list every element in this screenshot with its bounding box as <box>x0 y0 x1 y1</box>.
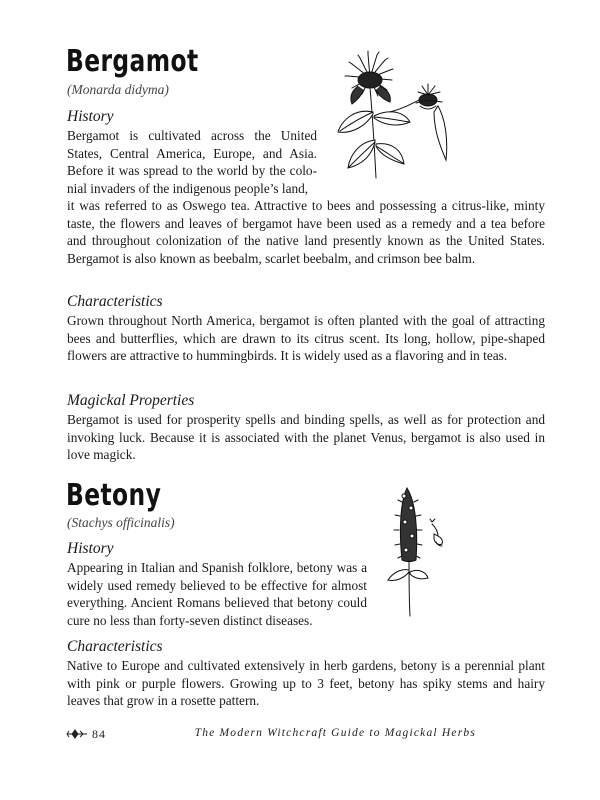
betony-single-flower <box>430 519 442 546</box>
betony-characteristics-heading: Characteristics <box>67 638 163 655</box>
betony-history-heading: History <box>67 540 114 557</box>
page-number: 84 <box>92 727 106 741</box>
bergamot-characteristics-heading: Characteristics <box>67 293 163 310</box>
fleuron-ornament-icon <box>66 729 88 739</box>
betony-latin-name: (Stachys officinalis) <box>67 515 175 530</box>
bergamot-title: Bergamot <box>66 44 199 79</box>
betony-history-text: Appearing in Italian and Spanish folklore, betony was a widely used remedy believed to be effective for almost everything. Ancient Romans believed that betony could cure no less than forty-seven distinct diseases. <box>67 560 367 628</box>
bergamot-illustration <box>330 50 465 180</box>
bergamot-magickal-text: Bergamot is used for prosperity spells and binding spells, as well as for protection and invoking luck. Because it is associated with the planet Venus, bergamot is also used in love magick. <box>67 412 545 462</box>
book-title-footer: The Modern Witchcraft Guide to Magickal Herbs <box>194 727 476 739</box>
betony-characteristics-text: Native to Europe and cultivated extensively in herb gardens, betony is a perennial plant with pink or purple flowers. Growing up to 3 feet, betony has spiky stems and hairy leaves that grow in a rosette pattern. <box>67 658 545 708</box>
betony-title: Betony <box>66 478 162 513</box>
betony-flower-spike <box>394 488 422 562</box>
bergamot-history-wrapped: Bergamot is cultivated across the United States, Central America, Europe, and Asia. Before it was spread to the world by the colo- nial invaders of the indigenous people’s land, <box>67 128 317 196</box>
bergamot-history-heading: History <box>67 108 114 125</box>
betony-illustration <box>380 482 460 617</box>
bergamot-characteristics-text: Grown throughout North America, bergamot is often planted with the goal of attracting bees and butterflies, which are drawn to its citrus scent. Its long, hollow, pipe-shaped flowers are attractive to hummingbirds. It is widely used as a flavoring and in teas. <box>67 313 545 363</box>
bergamot-latin-name: (Monarda didyma) <box>67 82 169 97</box>
bergamot-history-rest: it was referred to as Oswego tea. Attractive to bees and possessing a citrus-like, minty taste, the flowers and leaves of bergamot have been used as a remedy and a tea before and throughout colonization of the native land presently known as the United States. Bergamot is also known as beebalm, scarlet beebalm, and crimson bee balm. <box>67 198 545 266</box>
bergamot-magickal-heading: Magickal Properties <box>67 392 195 409</box>
